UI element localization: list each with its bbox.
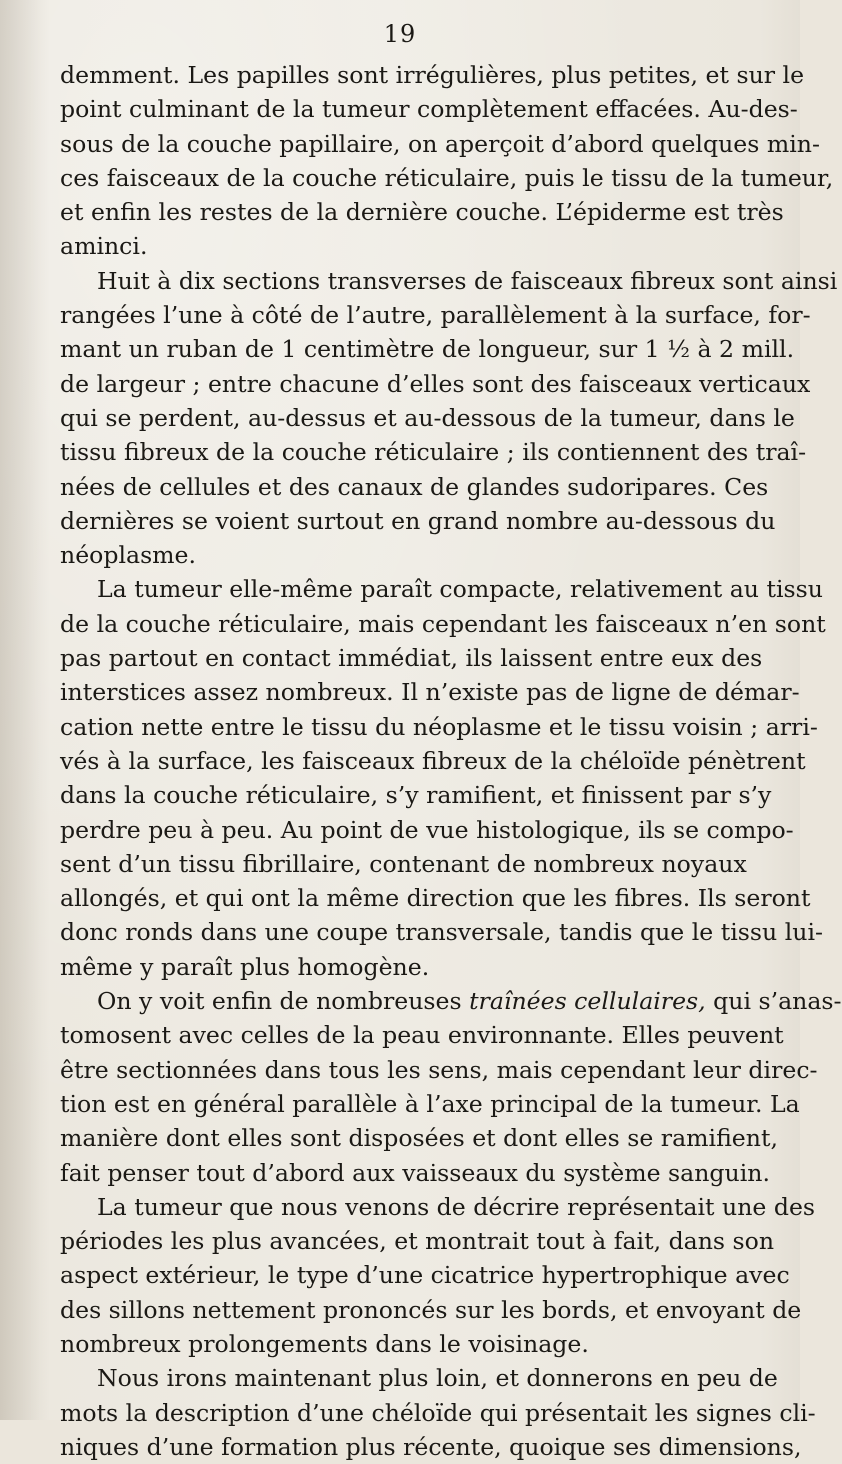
text-line: vés à la surface, les faisceaux fibreux de la chéloïde pénètrent (60, 746, 806, 775)
text-line: dans la couche réticulaire, s’y ramifient, et finissent par s’y (60, 781, 772, 810)
text-line: tomosent avec celles de la peau environnante. Elles peuvent (60, 1021, 784, 1050)
text-line: La tumeur que nous venons de décrire représentait une des (97, 1192, 816, 1221)
body-text (60, 58, 842, 1464)
text-line: point culminant de la tumeur complètement effacées. Au-des- (60, 95, 798, 124)
text-line: même y paraît plus homogène. (60, 952, 430, 981)
text-line: manière dont elles sont disposées et dont elles se ramifient, (60, 1124, 778, 1153)
text-line: pas partout en contact immédiat, ils laissent entre eux des (60, 644, 763, 673)
text-line: nées de cellules et des canaux de glandes sudoripares. Ces (60, 472, 769, 501)
text-line: niques d’une formation plus récente, quoique ses dimensions, (60, 1432, 802, 1461)
text-line: fait penser tout d’abord aux vaisseaux du système sanguin. (60, 1158, 770, 1187)
text-line: demment. Les papilles sont irrégulières, plus petites, et sur le (60, 61, 805, 89)
text-line: mots la description d’une chéloïde qui présentait les signes cli- (60, 1398, 816, 1427)
text-line: sent d’un tissu fibrillaire, contenant de nombreux noyaux (60, 849, 747, 878)
text-line: aminci. (60, 232, 148, 261)
text-line: dernières se voient surtout en grand nombre au-dessous du (60, 506, 776, 535)
text-line: La tumeur elle-même paraît compacte, relativement au tissu (97, 575, 823, 604)
text-line: néoplasme. (60, 541, 197, 570)
text-line: ces faisceaux de la couche réticulaire, puis le tissu de la tumeur, (60, 163, 834, 192)
page-gutter-shadow (0, 0, 50, 1420)
text-line (60, 984, 842, 1018)
text-line: cation nette entre le tissu du néoplasme et le tissu voisin ; arri- (60, 712, 818, 741)
text-line: nombreux prolongements dans le voisinage. (60, 1329, 589, 1358)
text-line: Nous irons maintenant plus loin, et donnerons en peu de (97, 1364, 778, 1393)
text-line: de la couche réticulaire, mais cependant les faisceaux n’en sont (60, 609, 826, 638)
text-line: allongés, et qui ont la même direction que les fibres. Ils seront (60, 884, 811, 913)
page-number: 19 (383, 20, 417, 48)
text-line: tion est en général parallèle à l’axe principal de la tumeur. La (60, 1089, 800, 1118)
text-line: et enfin les restes de la dernière couche. L’épiderme est très (60, 198, 784, 227)
text-line: de largeur ; entre chacune d’elles sont des faisceaux verticaux (60, 369, 811, 398)
text-line: qui se perdent, au-dessus et au-dessous de la tumeur, dans le (60, 403, 795, 432)
italic-term: traînées cellulaires, (469, 987, 706, 1016)
text-line: sous de la couche papillaire, on aperçoit d’abord quelques min- (60, 129, 820, 158)
text-line: Huit à dix sections transverses de faisceaux fibreux sont ainsi (97, 266, 838, 295)
text-line: périodes les plus avancées, et montrait tout à fait, dans son (60, 1227, 775, 1256)
text-line-segment: qui s’anas- (705, 987, 842, 1016)
text-line: être sectionnées dans tous les sens, mais cependant leur direc- (60, 1055, 818, 1084)
text-line: perdre peu à peu. Au point de vue histologique, ils se compo- (60, 815, 794, 844)
text-line: aspect extérieur, le type d’une cicatrice hypertrophique avec (60, 1261, 790, 1290)
text-line: rangées l’une à côté de l’autre, parallèlement à la surface, for- (60, 301, 811, 330)
text-line-segment: On y voit enfin de nombreuses (97, 987, 470, 1016)
text-line: tissu fibreux de la couche réticulaire ; ils contiennent des traî- (60, 438, 807, 467)
text-line: donc ronds dans une coupe transversale, tandis que le tissu lui- (60, 918, 823, 947)
text-line: interstices assez nombreux. Il n’existe pas de ligne de démar- (60, 678, 800, 707)
text-line: mant un ruban de 1 centimètre de longueur, sur 1 ½ à 2 mill. (60, 335, 795, 364)
text-line: des sillons nettement prononcés sur les bords, et envoyant de (60, 1295, 802, 1324)
